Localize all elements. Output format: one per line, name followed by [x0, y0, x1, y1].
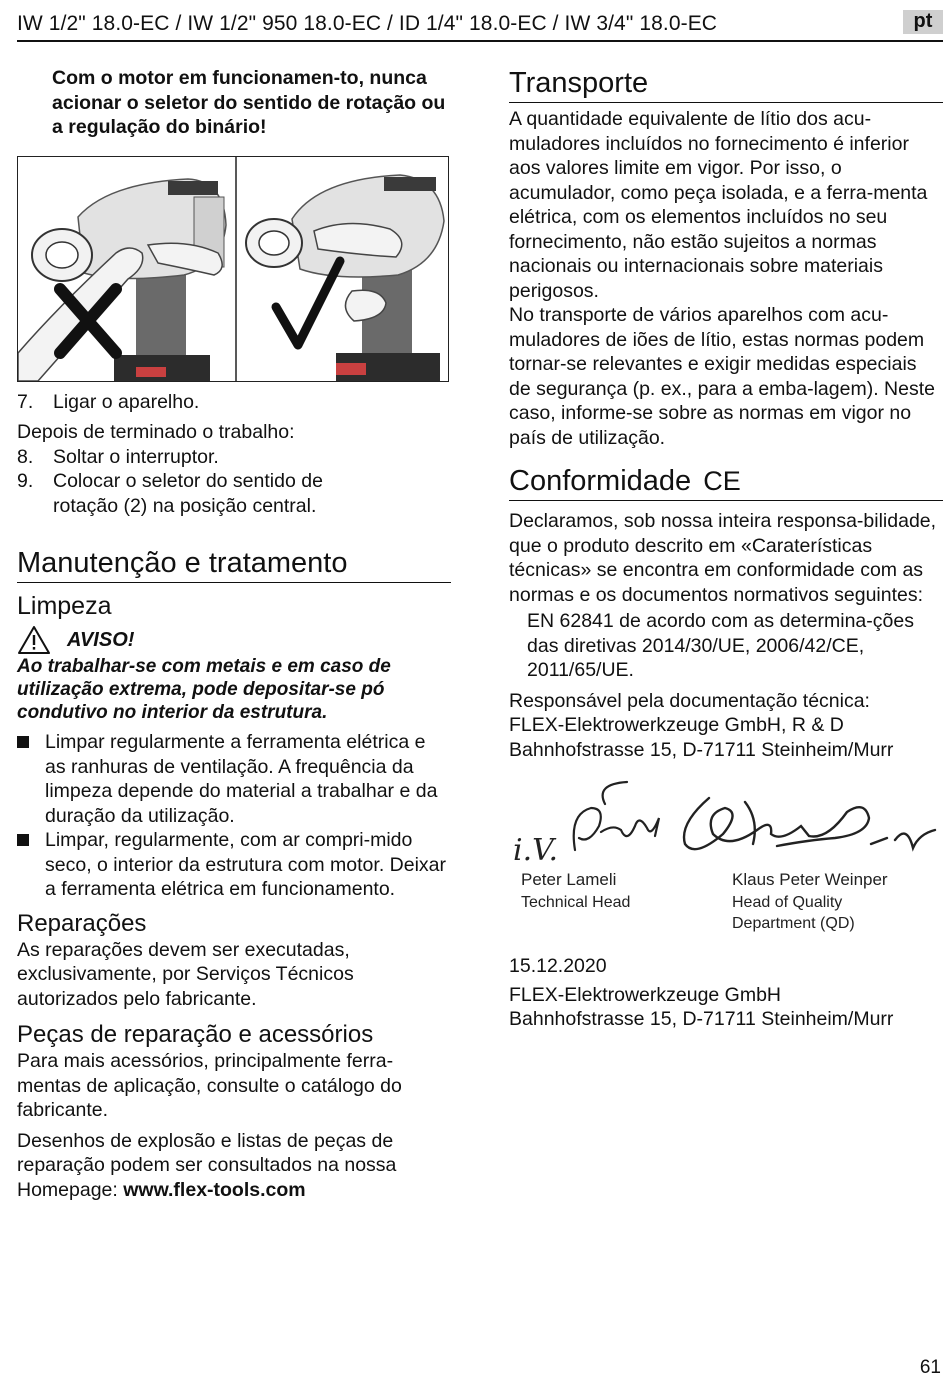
bullet-square-icon [17, 730, 45, 828]
language-tab: pt [903, 10, 943, 34]
responsible-label: Responsável pela documentação técnica: [509, 689, 870, 712]
page-number: 61 [919, 1357, 941, 1378]
conformity-paragraph: Declaramos, sob nossa inteira responsa-bilidade, que o produto descrito em «Caraterísticas técnicas» se encontra em conformidade com as normas e os documentos normativos seguintes: [509, 510, 937, 606]
repairs-text: As reparações devem ser executadas, exclusivamente, por Serviços Técnicos autorizados pelo fabricante. [17, 938, 354, 1010]
signatory-right-title-1: Head of Quality [732, 894, 843, 911]
aviso-label: AVISO! [67, 628, 135, 651]
parts-heading: Peças de reparação e acessórios [17, 1021, 374, 1048]
cleaning-bullets [17, 730, 451, 902]
handwritten-signatures [509, 774, 943, 874]
page-header [17, 10, 943, 42]
steps-list-after [17, 445, 451, 519]
tool-left-drawing [18, 179, 226, 381]
header-title: IW 1/2" 18.0-EC / IW 1/2" 950 18.0-EC / ID 1/4" 18.0-EC / IW 3/4" 18.0-EC [17, 12, 718, 35]
tool-right-drawing [246, 175, 444, 381]
warning-triangle-icon [17, 625, 51, 655]
steps-list [17, 390, 451, 415]
transport-paragraph-2: No transporte de vários aparelhos com acu-muladores de iões de lítio, estas normas podem tornar-se relevantes e exigir medidas especiais de segurança (p. ex., para a emba-lagem). Neste caso, informe-se sobre as normas em vigor no país de utilização. [509, 304, 935, 449]
iv-prefix: i.V. [513, 833, 559, 868]
wrong-right-grip-illustration [17, 156, 449, 382]
right-column [509, 66, 943, 1032]
repairs-heading: Reparações [17, 909, 147, 937]
grip-illustration-svg [18, 157, 448, 381]
list-item: 9. Colocar o seletor do sentido de rotação (2) na posição central. [17, 470, 323, 517]
parts-text-2: Desenhos de explosão e listas de peças de reparação podem ser consultados na nossa Homepage: www.flex-tools.com [17, 1129, 397, 1201]
homepage-link[interactable]: www.flex-tools.com [123, 1178, 306, 1201]
aviso-row [17, 625, 451, 655]
list-item: Limpar, regularmente, com ar compri-mido seco, o interior da estrutura com motor. Deixar a ferramenta elétrica em funcionamento. [17, 828, 451, 902]
company-name: FLEX-Elektrowerkzeuge GmbH [509, 983, 782, 1006]
standards-list: EN 62841 de acordo com as determina-ções das diretivas 2014/30/UE, 2006/42/CE, 2011/65/UE. [527, 610, 914, 681]
motor-warning: Com o motor em funcionamen-to, nunca acionar o seletor do sentido de rotação ou a regulação do binário! [52, 67, 446, 138]
list-item: 7. Ligar o aparelho. [17, 390, 200, 413]
list-item: Limpar regularmente a ferramenta elétrica e as ranhuras de ventilação. A frequência da limpeza depende do material a trabalhar e da duração da utilização. [17, 730, 451, 828]
list-item: 8. Soltar o interruptor. [17, 445, 219, 468]
signatory-left-name: Peter Lameli [521, 870, 617, 889]
ce-mark-icon: CE [703, 466, 741, 496]
declaration-date: 15.12.2020 [509, 955, 607, 977]
maintenance-heading: Manutenção e tratamento [17, 546, 451, 583]
cleaning-heading: Limpeza [17, 592, 112, 620]
company-address: Bahnhofstrasse 15, D-71711 Steinheim/Murr [509, 1008, 894, 1030]
responsible-company: FLEX-Elektrowerkzeuge GmbH, R & D [509, 714, 844, 736]
parts-text-1: Para mais acessórios, principalmente ferra-mentas de aplicação, consulte o catálogo do fabricante. [17, 1050, 402, 1121]
signature-block [509, 774, 943, 942]
aviso-text: Ao trabalhar-se com metais e em caso de utilização extrema, pode depositar-se pó condutivo no interior da estrutura. [17, 656, 391, 723]
signatory-right-name: Klaus Peter Weinper [732, 870, 888, 889]
bullet-square-icon [17, 828, 45, 902]
left-column [17, 66, 451, 1202]
conformity-heading: Conformidade CE [509, 464, 943, 501]
after-work-label: Depois de terminado o trabalho: [17, 421, 295, 443]
signatory-right-title-2: Department (QD) [732, 915, 855, 932]
signatory-left-title: Technical Head [521, 894, 631, 911]
responsible-address: Bahnhofstrasse 15, D-71711 Steinheim/Murr [509, 738, 894, 761]
transport-paragraph-1: A quantidade equivalente de lítio dos acu-muladores incluídos no fornecimento é inferior aos valores limite em vigor. Por isso, o acumulador, como peça isolada, e a ferra-menta elétrica, com os elementos incluídos no seu fornecimento, não estão sujeitos a normas nacionais ou internacionais sobre materiais perigosos. [509, 108, 928, 302]
transport-heading: Transporte [509, 66, 943, 103]
